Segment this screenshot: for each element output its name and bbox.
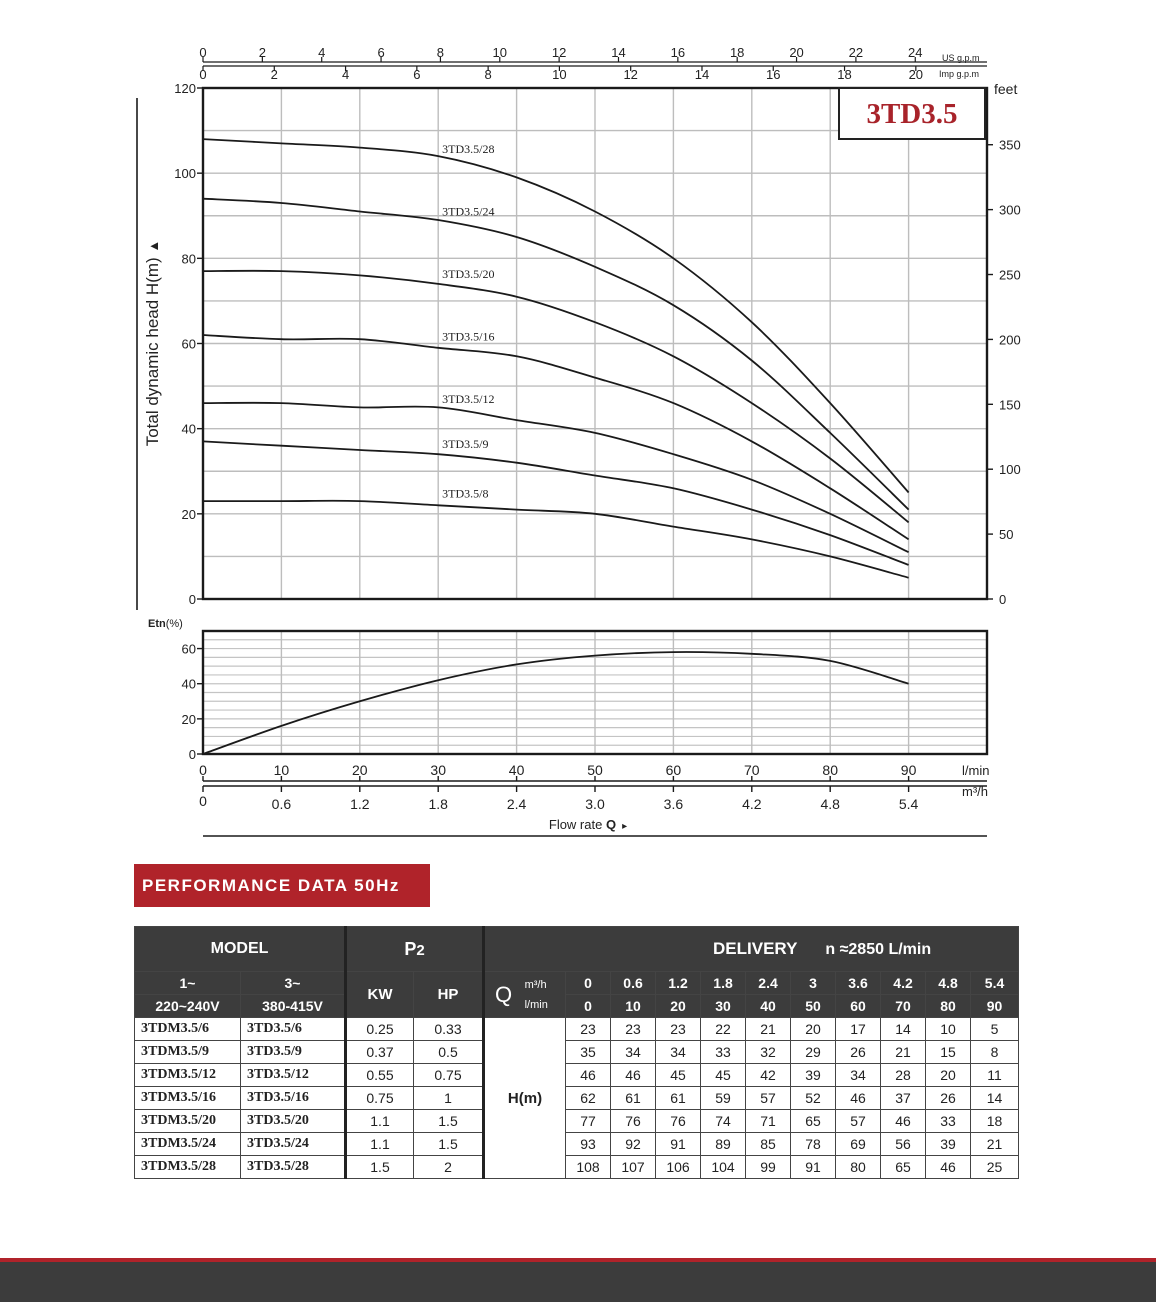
q-lmin-0: 0: [566, 995, 611, 1018]
head-value-cell: 33: [926, 1110, 971, 1133]
head-value-cell: 11: [971, 1064, 1019, 1087]
head-value-cell: 14: [881, 1018, 926, 1041]
us-gpm-tick-label: 4: [318, 45, 326, 60]
head-value-cell: 22: [701, 1018, 746, 1041]
lmin-tick-label: 70: [744, 762, 760, 778]
table-row: [135, 1064, 1019, 1087]
flow-rate-arrow: ▸: [622, 821, 628, 832]
imp-gpm-tick-label: 10: [552, 67, 567, 82]
lmin-tick-label: 0: [199, 762, 207, 778]
performance-table-body: [135, 1018, 1019, 1179]
eff-y-tick-label: 40: [181, 676, 196, 692]
us-gpm-tick-label: 2: [258, 45, 266, 60]
hp-cell: 1: [414, 1087, 484, 1110]
flow-axes: [199, 762, 989, 836]
table-row: [135, 1018, 1019, 1041]
feet-tick-label: 250: [999, 267, 1021, 283]
kw-cell: 1.5: [346, 1156, 414, 1179]
head-axis-label: Total dynamic head H(m) ▲: [143, 239, 162, 447]
table-row: [135, 1087, 1019, 1110]
feet-tick-label: 100: [999, 462, 1021, 478]
speed-label: n ≈2850 L/min: [825, 941, 932, 958]
head-value-cell: 61: [656, 1087, 701, 1110]
head-value-cell: 46: [926, 1156, 971, 1179]
us-gpm-tick-label: 22: [848, 45, 864, 60]
imp-gpm-tick-label: 8: [484, 67, 492, 82]
head-curve-label: 3TD3.5/28: [442, 141, 495, 156]
hp-cell: 2: [414, 1156, 484, 1179]
head-value-cell: 106: [656, 1156, 701, 1179]
head-value-cell: 52: [791, 1087, 836, 1110]
head-value-cell: 89: [701, 1133, 746, 1156]
efficiency-chart: [148, 618, 987, 762]
head-value-cell: 20: [791, 1018, 836, 1041]
head-value-cell: 10: [926, 1018, 971, 1041]
q-unit-lmin: l/min: [524, 998, 548, 1011]
hp-cell: 1.5: [414, 1133, 484, 1156]
m3h-tick-label: 4.2: [742, 796, 762, 812]
head-value-cell: 71: [746, 1110, 791, 1133]
table-row: [135, 1110, 1019, 1133]
us-gpm-tick-label: 8: [436, 45, 445, 60]
us-gpm-tick-label: 16: [670, 45, 686, 60]
head-curves: [203, 139, 909, 578]
q-lmin-2: 20: [656, 995, 701, 1018]
us-gpm-tick-label: 12: [551, 45, 567, 60]
head-curve: [203, 271, 909, 523]
kw-cell: 0.25: [346, 1018, 414, 1041]
q-header: [484, 972, 566, 1018]
head-value-cell: 18: [971, 1110, 1019, 1133]
head-y-tick-label: 20: [181, 506, 196, 522]
head-value-cell: 25: [971, 1156, 1019, 1179]
head-value-cell: 57: [746, 1087, 791, 1110]
lmin-tick-label: 50: [587, 762, 603, 778]
imp-gpm-tick-label: 20: [908, 67, 924, 82]
head-value-cell: 74: [701, 1110, 746, 1133]
head-value-cell: 77: [566, 1110, 611, 1133]
head-label-cell: H(m): [484, 1018, 566, 1179]
head-y-tick-label: 0: [188, 592, 196, 607]
model-badge-text: 3TD3.5: [866, 98, 958, 130]
q-m3h-6: 3.6: [836, 972, 881, 995]
q-m3h-3: 1.8: [701, 972, 746, 995]
q-lmin-4: 40: [746, 995, 791, 1018]
head-curve-label: 3TD3.5/9: [442, 436, 489, 451]
q-lmin-5: 50: [791, 995, 836, 1018]
eff-axis-label: [148, 618, 183, 630]
m3h-tick-label: 0: [199, 793, 207, 809]
head-value-cell: 80: [836, 1156, 881, 1179]
model-1ph-cell: 3TDM3.5/28: [135, 1156, 241, 1179]
head-value-cell: 91: [791, 1156, 836, 1179]
head-value-cell: 59: [701, 1087, 746, 1110]
m3h-tick-label: 0.6: [271, 796, 292, 812]
imp-gpm-unit: Imp g.p.m: [939, 69, 980, 79]
head-value-cell: 37: [881, 1087, 926, 1110]
us-gpm-tick-label: 10: [492, 45, 508, 60]
head-value-cell: 39: [926, 1133, 971, 1156]
head-value-cell: 56: [881, 1133, 926, 1156]
footer-bar: [0, 1262, 1156, 1302]
q-lmin-9: 90: [971, 995, 1019, 1018]
head-value-cell: 76: [656, 1110, 701, 1133]
q-m3h-0: 0: [566, 972, 611, 995]
imp-gpm-tick-label: 6: [413, 67, 421, 82]
feet-unit-label: feet: [994, 81, 1018, 97]
head-value-cell: 57: [836, 1110, 881, 1133]
eff-axis-label-unit: (%): [165, 618, 183, 630]
q-m3h-4: 2.4: [746, 972, 791, 995]
head-curve-label: 3TD3.5/24: [442, 204, 495, 219]
head-curve: [203, 139, 909, 492]
head-value-cell: 107: [611, 1156, 656, 1179]
head-value-cell: 69: [836, 1133, 881, 1156]
head-value-cell: 104: [701, 1156, 746, 1179]
head-value-cell: 26: [926, 1087, 971, 1110]
head-value-cell: 61: [611, 1087, 656, 1110]
lmin-tick-label: 20: [352, 762, 368, 778]
single-phase-label: 1~: [135, 972, 241, 995]
head-curve-label: 3TD3.5/16: [442, 329, 495, 344]
head-y-tick-label: 120: [174, 81, 196, 96]
q-lmin-8: 80: [926, 995, 971, 1018]
model-3ph-cell: 3TD3.5/28: [241, 1156, 346, 1179]
performance-table: [134, 926, 1019, 1179]
head-value-cell: 46: [881, 1110, 926, 1133]
head-value-cell: 23: [566, 1018, 611, 1041]
head-curve: [203, 441, 909, 565]
imp-gpm-tick-label: 12: [623, 67, 638, 82]
model-1ph-cell: 3TDM3.5/12: [135, 1064, 241, 1087]
single-phase-voltage: 220~240V: [135, 995, 241, 1018]
head-value-cell: 17: [836, 1018, 881, 1041]
head-curve-label: 3TD3.5/12: [442, 392, 495, 407]
q-m3h-7: 4.2: [881, 972, 926, 995]
us-gpm-tick-label: 20: [789, 45, 804, 60]
hp-header: HP: [414, 972, 484, 1018]
head-y-tick-label: 40: [181, 421, 196, 437]
head-value-cell: 42: [746, 1064, 791, 1087]
p2-label: P: [404, 938, 417, 959]
model-3ph-cell: 3TD3.5/16: [241, 1087, 346, 1110]
delivery-header: [484, 927, 1019, 972]
head-curve: [203, 403, 909, 552]
us-gpm-unit: US g.p.m: [942, 53, 980, 63]
efficiency-curve: [203, 652, 909, 754]
head-value-cell: 93: [566, 1133, 611, 1156]
feet-tick-label: 150: [999, 397, 1021, 413]
head-value-cell: 76: [611, 1110, 656, 1133]
feet-tick-label: 50: [999, 527, 1014, 543]
head-curve-label: 3TD3.5/20: [442, 267, 495, 282]
q-m3h-9: 5.4: [971, 972, 1019, 995]
m3h-tick-label: 4.8: [820, 796, 840, 812]
q-m3h-5: 3: [791, 972, 836, 995]
table-row: [135, 1156, 1019, 1179]
model-1ph-cell: 3TDM3.5/6: [135, 1018, 241, 1041]
q-unit-m3h: m³/h: [524, 978, 547, 991]
us-gpm-tick-label: 18: [729, 45, 745, 60]
lmin-tick-label: 60: [665, 762, 682, 778]
head-y-tick-label: 80: [181, 251, 196, 267]
us-gpm-tick-label: 6: [377, 45, 385, 60]
hp-cell: 1.5: [414, 1110, 484, 1133]
head-value-cell: 108: [566, 1156, 611, 1179]
head-chart-grid: [203, 88, 987, 599]
lmin-unit: l/min: [962, 763, 990, 778]
head-value-cell: 85: [746, 1133, 791, 1156]
head-curve: [203, 501, 909, 578]
delivery-label: DELIVERY: [713, 939, 798, 958]
feet-tick-label: 350: [999, 137, 1021, 153]
p2-header: [346, 927, 484, 972]
table-row: [135, 1041, 1019, 1064]
head-value-cell: 5: [971, 1018, 1019, 1041]
m3h-unit: m³/h: [962, 784, 988, 799]
eff-y-tick-label: 0: [188, 747, 196, 762]
model-1ph-cell: 3TDM3.5/20: [135, 1110, 241, 1133]
q-lmin-6: 60: [836, 995, 881, 1018]
head-value-cell: 26: [836, 1041, 881, 1064]
imp-gpm-tick-label: 2: [270, 67, 278, 82]
m3h-tick-label: 1.8: [428, 796, 448, 812]
model-3ph-cell: 3TD3.5/9: [241, 1041, 346, 1064]
head-value-cell: 46: [566, 1064, 611, 1087]
head-value-cell: 46: [836, 1087, 881, 1110]
head-value-cell: 34: [836, 1064, 881, 1087]
head-value-cell: 45: [701, 1064, 746, 1087]
feet-tick-label: 0: [999, 592, 1007, 607]
imp-gpm-tick-label: 0: [199, 67, 207, 82]
head-value-cell: 23: [611, 1018, 656, 1041]
head-value-cell: 32: [746, 1041, 791, 1064]
us-gpm-tick-label: 0: [199, 45, 207, 60]
imp-gpm-tick-label: 14: [694, 67, 710, 82]
imp-gpm-tick-label: 16: [766, 67, 781, 82]
feet-tick-label: 200: [999, 332, 1021, 348]
head-value-cell: 45: [656, 1064, 701, 1087]
lmin-tick-label: 40: [508, 762, 525, 778]
kw-cell: 1.1: [346, 1110, 414, 1133]
kw-cell: 0.37: [346, 1041, 414, 1064]
p2-sub: 2: [416, 941, 425, 959]
q-m3h-8: 4.8: [926, 972, 971, 995]
eff-y-tick-label: 20: [181, 711, 196, 727]
head-value-cell: 23: [656, 1018, 701, 1041]
head-value-cell: 21: [881, 1041, 926, 1064]
eff-y-tick-label: 60: [181, 641, 196, 657]
m3h-tick-label: 3.0: [585, 796, 605, 812]
q-m3h-2: 1.2: [656, 972, 701, 995]
head-value-cell: 99: [746, 1156, 791, 1179]
head-value-cell: 91: [656, 1133, 701, 1156]
model-3ph-cell: 3TD3.5/6: [241, 1018, 346, 1041]
model-3ph-cell: 3TD3.5/20: [241, 1110, 346, 1133]
m3h-tick-label: 2.4: [506, 796, 527, 812]
m3h-tick-label: 5.4: [898, 796, 919, 812]
head-curve: [203, 199, 909, 510]
eff-axis-label-name: Etn: [148, 618, 166, 630]
head-value-cell: 65: [791, 1110, 836, 1133]
model-1ph-cell: 3TDM3.5/9: [135, 1041, 241, 1064]
us-gpm-tick-label: 24: [908, 45, 923, 60]
head-value-cell: 33: [701, 1041, 746, 1064]
hp-cell: 0.5: [414, 1041, 484, 1064]
head-value-cell: 78: [791, 1133, 836, 1156]
kw-cell: 0.75: [346, 1087, 414, 1110]
imp-gpm-tick-label: 18: [837, 67, 852, 82]
head-value-cell: 21: [746, 1018, 791, 1041]
q-lmin-3: 30: [701, 995, 746, 1018]
three-phase-label: 3~: [241, 972, 346, 995]
imp-gpm-tick-label: 4: [341, 67, 350, 82]
q-m3h-1: 0.6: [611, 972, 656, 995]
model-3ph-cell: 3TD3.5/12: [241, 1064, 346, 1087]
performance-banner: PERFORMANCE DATA 50Hz: [134, 864, 430, 907]
head-curve-label: 3TD3.5/8: [442, 486, 489, 501]
flow-rate-label: [549, 817, 627, 832]
head-value-cell: 92: [611, 1133, 656, 1156]
lmin-tick-label: 80: [822, 762, 838, 778]
head-value-cell: 34: [611, 1041, 656, 1064]
lmin-tick-label: 90: [900, 762, 917, 778]
kw-cell: 1.1: [346, 1133, 414, 1156]
head-value-cell: 8: [971, 1041, 1019, 1064]
model-header: MODEL: [135, 927, 346, 972]
head-y-tick-label: 100: [174, 166, 196, 182]
head-value-cell: 62: [566, 1087, 611, 1110]
us-gpm-tick-label: 14: [611, 45, 626, 60]
lmin-tick-label: 10: [273, 762, 290, 778]
top-axes: [199, 45, 987, 82]
model-1ph-cell: 3TDM3.5/16: [135, 1087, 241, 1110]
feet-tick-label: 300: [999, 202, 1021, 218]
head-y-tick-label: 60: [181, 336, 196, 352]
kw-header: KW: [346, 972, 414, 1018]
model-1ph-cell: 3TDM3.5/24: [135, 1133, 241, 1156]
lmin-tick-label: 30: [430, 762, 446, 778]
three-phase-voltage: 380-415V: [241, 995, 346, 1018]
head-value-cell: 15: [926, 1041, 971, 1064]
q-lmin-7: 70: [881, 995, 926, 1018]
head-value-cell: 35: [566, 1041, 611, 1064]
head-value-cell: 39: [791, 1064, 836, 1087]
q-label: Q: [495, 981, 513, 1007]
m3h-tick-label: 3.6: [663, 796, 684, 812]
flow-rate-text: Flow rate: [548, 817, 606, 832]
head-value-cell: 21: [971, 1133, 1019, 1156]
head-value-cell: 34: [656, 1041, 701, 1064]
model-3ph-cell: 3TD3.5/24: [241, 1133, 346, 1156]
model-badge: [839, 88, 985, 139]
head-chart-axes: [137, 81, 1021, 610]
head-value-cell: 20: [926, 1064, 971, 1087]
head-value-cell: 28: [881, 1064, 926, 1087]
flow-rate-q: Q: [605, 817, 617, 832]
hp-cell: 0.75: [414, 1064, 484, 1087]
head-value-cell: 46: [611, 1064, 656, 1087]
m3h-tick-label: 1.2: [350, 796, 370, 812]
hp-cell: 0.33: [414, 1018, 484, 1041]
head-value-cell: 29: [791, 1041, 836, 1064]
kw-cell: 0.55: [346, 1064, 414, 1087]
q-lmin-1: 10: [611, 995, 656, 1018]
head-value-cell: 14: [971, 1087, 1019, 1110]
table-row: [135, 1133, 1019, 1156]
head-value-cell: 65: [881, 1156, 926, 1179]
